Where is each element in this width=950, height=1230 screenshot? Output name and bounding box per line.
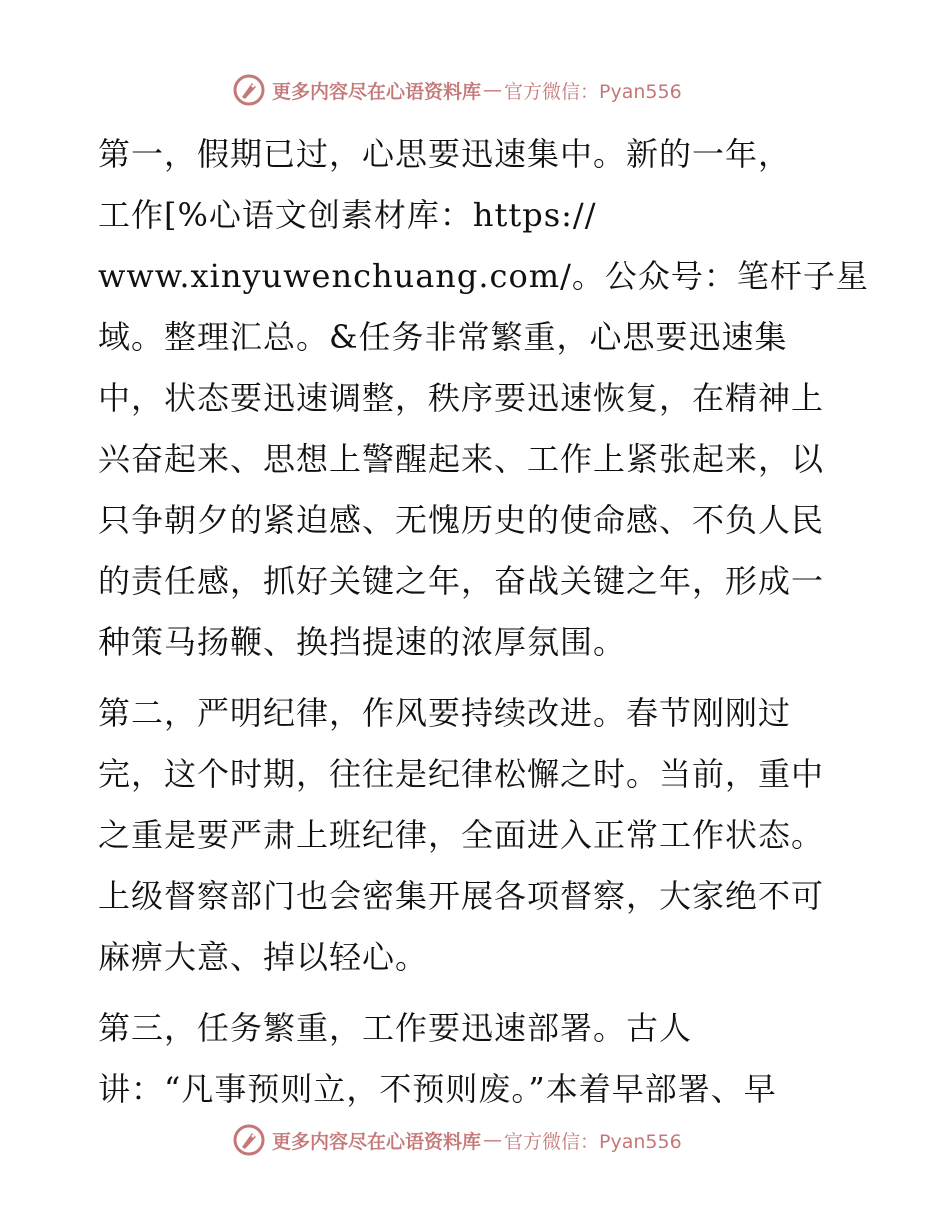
text-line: 第二，严明纪律，作风要持续改进。春节刚刚过 — [98, 694, 792, 732]
text-line: 麻痹大意、掉以轻心。 — [98, 938, 429, 976]
watermark-suffix: 官方微信：Pyan556 — [504, 80, 682, 103]
text-line: 第一，假期已过，心思要迅速集中。新的一年， — [98, 135, 792, 173]
text-line: 完，这个时期，往往是纪律松懈之时。当前，重中 — [98, 755, 825, 793]
text-line: 种策马扬鞭、换挡提速的浓厚氛围。 — [98, 623, 627, 661]
text-line: 第三，任务繁重，工作要迅速部署。古人 — [98, 1009, 693, 1047]
header-watermark — [232, 72, 682, 108]
paragraph-1 — [98, 124, 869, 673]
text-line: 讲：“凡事预则立，不预则废。”本着早部署、早 — [98, 1070, 777, 1108]
paragraph-3 — [98, 998, 850, 1120]
text-line: www.xinyuwenchuang.com/。公众号：笔杆子星 — [98, 257, 869, 295]
paragraph-2 — [98, 683, 850, 988]
text-line: 兴奋起来、思想上警醒起来、工作上紧张起来，以 — [98, 440, 825, 478]
document-body — [98, 124, 869, 1130]
text-line: 的责任感，抓好关键之年，奋战关键之年，形成一 — [98, 562, 825, 600]
text-line: 上级督察部门也会密集开展各项督察，大家绝不可 — [98, 877, 825, 915]
watermark-dash: — — [483, 79, 503, 101]
footer-watermark — [232, 1122, 682, 1158]
text-line: 工作[%心语文创素材库：https:// — [98, 196, 597, 234]
watermark-suffix: 官方微信：Pyan556 — [504, 1130, 682, 1153]
text-line: 域。整理汇总。&任务非常繁重，心思要迅速集 — [98, 318, 788, 356]
text-line: 只争朝夕的紧迫感、无愧历史的使命感、不负人民 — [98, 501, 825, 539]
pen-nib-logo-icon — [232, 1123, 266, 1157]
pen-nib-logo-icon — [232, 73, 266, 107]
text-line: 中，状态要迅速调整，秩序要迅速恢复，在精神上 — [98, 379, 825, 417]
watermark-title: 更多内容尽在心语资料库 — [272, 80, 482, 103]
text-line: 之重是要严肃上班纪律，全面进入正常工作状态。 — [98, 816, 825, 854]
watermark-title: 更多内容尽在心语资料库 — [272, 1130, 482, 1153]
watermark-dash: — — [483, 1129, 503, 1151]
